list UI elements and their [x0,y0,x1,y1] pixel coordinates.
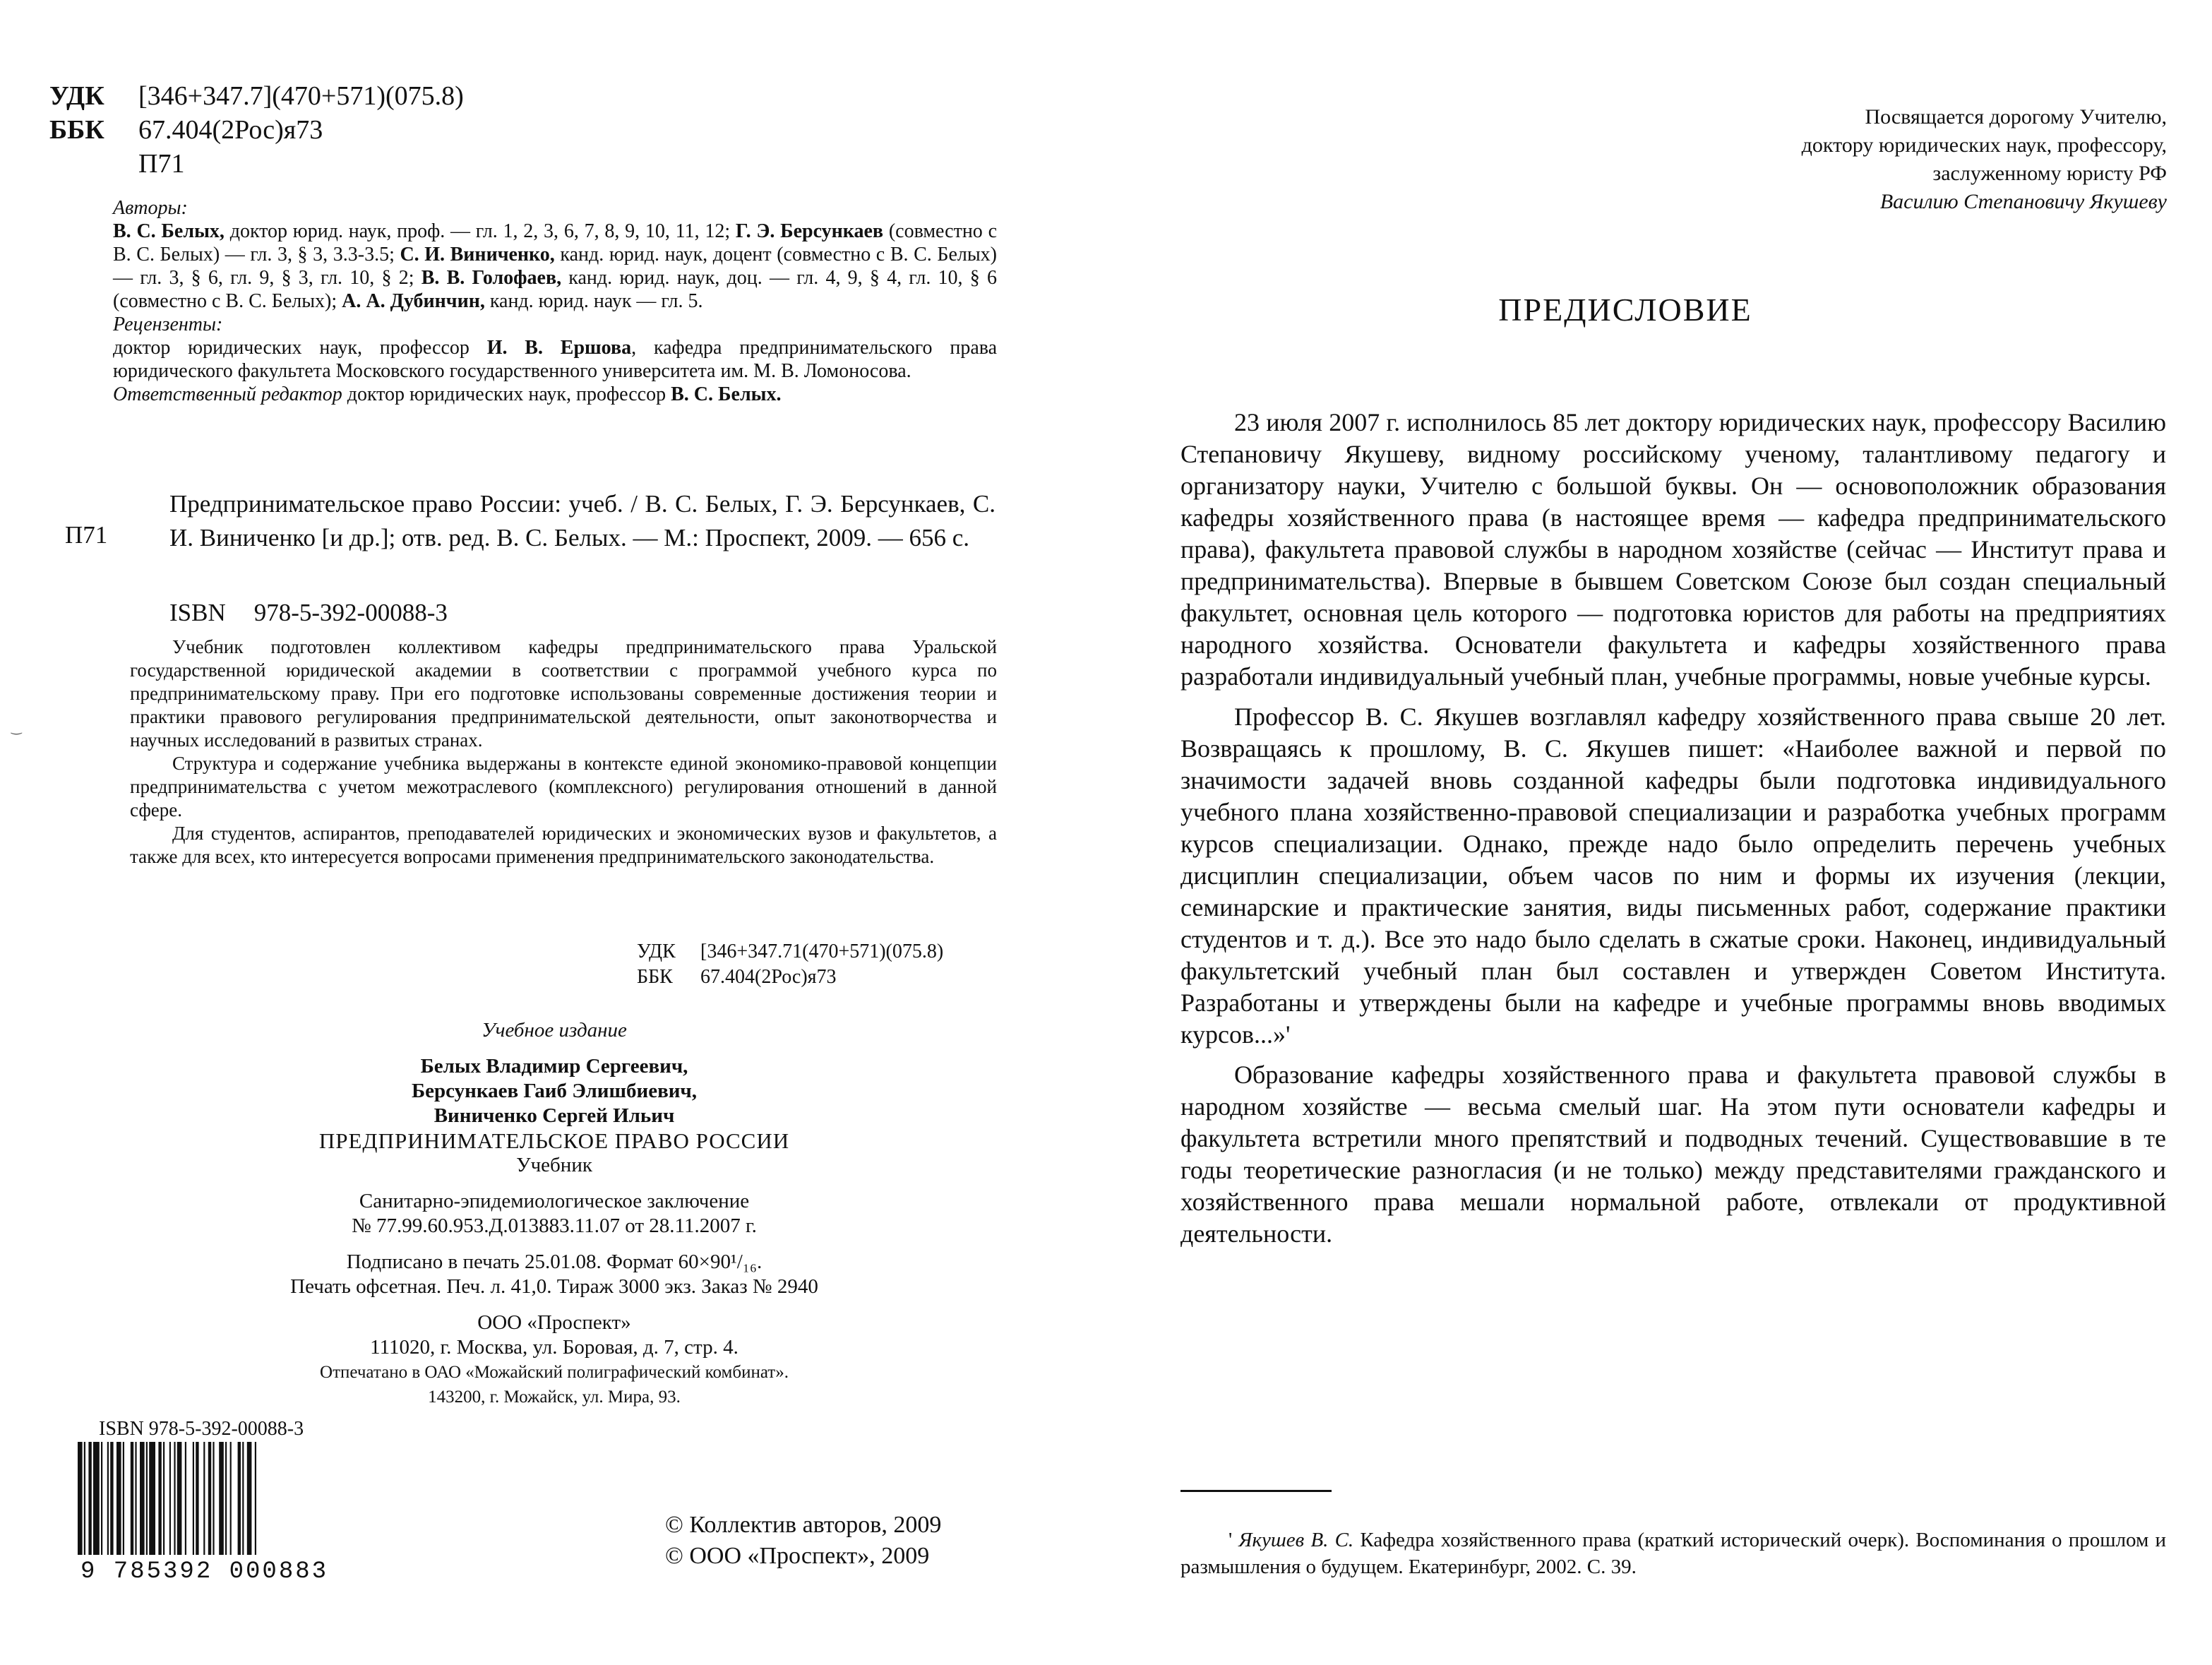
barcode-image [78,1442,352,1583]
udk-label-small: УДК [637,941,676,962]
barcode-isbn: ISBN 978-5-392-00088-3 [99,1418,304,1440]
isbn-value: 978-5-392-00088-3 [253,599,448,626]
udk-row [49,79,464,113]
footnote-text: Кафедра хозяйственного права (краткий исторический очерк). Воспоминания о прошлом и размышления о будущем. Екатеринбург, 2002. С. 39. [1180,1529,2167,1578]
publisher-name: ООО «Проспект» [477,1311,631,1334]
dedication [1802,103,2167,216]
signed-to-print: Подписано в печать 25.01.08. Формат 60×90¹/₁₆. [346,1251,763,1273]
author-name: Г. Э. Берсункаев [735,220,884,242]
classification-codes [49,79,464,181]
reviewers-text [113,336,997,383]
annotation-paragraph: Учебник подготовлен коллективом кафедры предпринимательского права Уральской государственной юридической академии в соответствии с программой учебного курса по предпринимательскому праву. При его подготовке использованы современные достижения теории и практики правового регулирования предпринимательской деятельности, опыт законотворчества и научных исследований в развитых странах. [130,636,997,751]
author-mark: П71 [138,149,185,179]
authors-label: Авторы: [113,197,188,219]
bib-code: П71 [65,521,108,549]
udk-value-small: [346+347.71(470+571)(075.8) [700,941,944,962]
author-chapters: канд. юрид. наук, доцент (совместно с В. С. Белых) — гл. 3, § 6, гл. 9, § 3, гл. 10, § 2; [113,244,997,289]
editor-label: Ответственный редактор [113,383,342,405]
author-chapters: канд. юрид. наук, доц. — гл. 4, 9, § 4, гл. 10, § 6 (совместно с В. С. Белых); [113,267,997,312]
imprint-author: Виниченко Сергей Ильич [434,1104,675,1127]
footnote-divider [1180,1490,1332,1492]
copyright-block [665,1510,941,1572]
dedication-name: Василию Степановичу Якушеву [1879,190,2167,213]
editor-line [113,383,997,406]
bbk-value-small: 67.404(2Рос)я73 [700,966,837,988]
book-title: ПРЕДПРИНИМАТЕЛЬСКОЕ ПРАВО РОССИИ [318,1128,790,1153]
annotation [130,635,997,869]
annotation-paragraph: Для студентов, аспирантов, преподавателей юридических и экономических вузов и факультетов, а также для всех, кто интересуется вопросами применения предпринимательского законодательства. [130,823,997,867]
footnote [1180,1527,2166,1580]
author-name: С. И. Виниченко, [400,244,555,265]
copyright-publisher: © ООО «Проспект», 2009 [665,1543,930,1569]
footnote-mark: ' [1228,1529,1233,1551]
scan-speck: ‿ [11,720,22,734]
reviewers-label: Рецензенты: [113,314,223,335]
dedication-line: доктору юридических наук, профессору, [1801,133,2167,157]
copyright-authors: © Коллектив авторов, 2009 [665,1512,942,1538]
author-chapters: доктор юрид. наук, проф. — гл. 1, 2, 3, 6, 7, 8, 9, 10, 11, 12; [224,220,736,242]
preface-paragraph: 23 июля 2007 г. исполнилось 85 лет доктору юридических наук, профессору Василию Степановичу Якушеву, видному российскому ученому, талантливому педагогу и организатору науки, Учителю с большой буквы. Он — основоположник образования кафедры хозяйственного права (в настоящее время — кафедра предпринимательского права), факультета правовой службы в народном хозяйстве (сейчас — Институт права и предпринимательства). Впервые в бывшем Советском Союзе был создан специальный факультет, основная цель которого — подготовка юристов для работы на предприятиях народного хозяйства. Основатели факультета и кафедры хозяйственного права разработали индивидуальный учебный план, учебные программы, новые учебные курсы. [1180,408,2166,691]
right-page [1106,0,2212,1665]
preface-paragraph: Образование кафедры хозяйственного права и факультета правовой службы в народном хозяйстве — весьма смелый шаг. На этом пути основатели кафедры и факультета встретили много препятствий и подводных течений. Существовавшие в те годы теоретические разногласия (и не только) между представителями гражданского и хозяйственного права мешали нормальной работе, отвлекали от продуктивной деятельности. [1180,1061,2166,1248]
udk-value: [346+347.7](470+571)(075.8) [138,81,464,111]
sanitary-conclusion: Санитарно-эпидемиологическое заключение [359,1190,750,1212]
reviewer-pre: доктор юридических наук, профессор [113,337,487,359]
preface-body [1180,407,2166,1258]
preface-paragraph: Профессор В. С. Якушев возглавлял кафедру хозяйственного права свыше 20 лет. Возвращаясь к прошлому, В. С. Якушев пишет: «Наиболее важной и первой по значимости задачей вновь созданной кафедры были подготовка индивидуального учебного плана хозяйственно-правовой специализации и разработка учебных программ курсов специализации. Однако, прежде надо было определить перечень учебных дисциплин специализации, объем часов по ним и формы их изучения (лекции, семинарские и практические занятия, виды письменных работ, содержание практики студентов и т. д.). Все это надо было сделать в сжатые сроки. Наконец, индивидуальный факультетский учебный план был составлен и утвержден Советом Института. Разработаны и утверждены были на кафедре и учебные программы вновь вводимых курсов...»' [1180,703,2166,1049]
editor-name: В. С. Белых. [671,383,782,405]
bbk-value: 67.404(2Рос)я73 [138,115,323,145]
author-name: В. С. Белых, [113,220,225,242]
bbk-row [49,113,464,147]
imprint-block [184,1018,925,1409]
small-classification-codes [637,939,943,990]
print-info: Печать офсетная. Печ. л. 41,0. Тираж 3000 экз. Заказ № 2940 [290,1275,818,1298]
author-name: А. А. Дубинчин, [342,290,485,312]
footnote-author: Якушев В. С. [1238,1529,1354,1551]
printer-address: 143200, г. Можайск, ул. Мира, 93. [428,1388,681,1407]
reviewer-post: , кафедра предпринимательского права юридического факультета Московского государственного университета им. М. В. Ломоносова. [113,337,998,382]
bbk-label-small: ББК [637,966,673,988]
author-name: В. В. Голофаев, [421,267,562,289]
printed-at: Отпечатано в ОАО «Можайский полиграфический комбинат». [320,1363,789,1382]
bibliographic-record: Предпринимательское право России: учеб. / В. С. Белых, Г. Э. Берсункаев, С. И. Виниченко [и др.]; отв. ред. В. С. Белых. — М.: Проспект, 2009. — 656 с. [169,490,996,551]
book-type: Учебник [516,1154,592,1176]
isbn-line [169,599,448,627]
bbk-label: ББК [49,115,104,145]
edition-type: Учебное издание [482,1019,627,1042]
page-title: ПРЕДИСЛОВИЕ [1498,292,1752,328]
imprint-author: Белых Владимир Сергеевич, [420,1055,688,1078]
imprint-author: Берсункаев Гаиб Элишбиевич, [411,1080,698,1102]
publisher-address: 111020, г. Москва, ул. Боровая, д. 7, стр. 4. [370,1336,739,1359]
udk-label: УДК [49,81,104,111]
dedication-line: Посвящается дорогому Учителю, [1865,105,2167,129]
authors-list [113,220,997,313]
reviewer-name: И. В. Ершова [486,337,632,359]
barcode-digits: 9 785392 000883 [80,1558,329,1583]
isbn-label: ISBN [169,599,226,626]
editor-pre: доктор юридических наук, профессор [342,383,671,405]
dedication-line: заслуженному юристу РФ [1932,162,2167,185]
annotation-paragraph: Структура и содержание учебника выдержаны в контексте единой экономико-правовой концепции предпринимательства с учетом межотраслевого (комплексного) регулирования отношений в данной сфере. [130,753,997,820]
author-chapters: канд. юрид. наук — гл. 5. [484,290,703,312]
authors-block [113,196,997,406]
sanitary-number: № 77.99.60.953.Д.013883.11.07 от 28.11.2007 г. [352,1215,757,1237]
author-chapters: (совместно с В. С. Белых) — гл. 3, § 3, 3.3-3.5; [113,220,998,265]
